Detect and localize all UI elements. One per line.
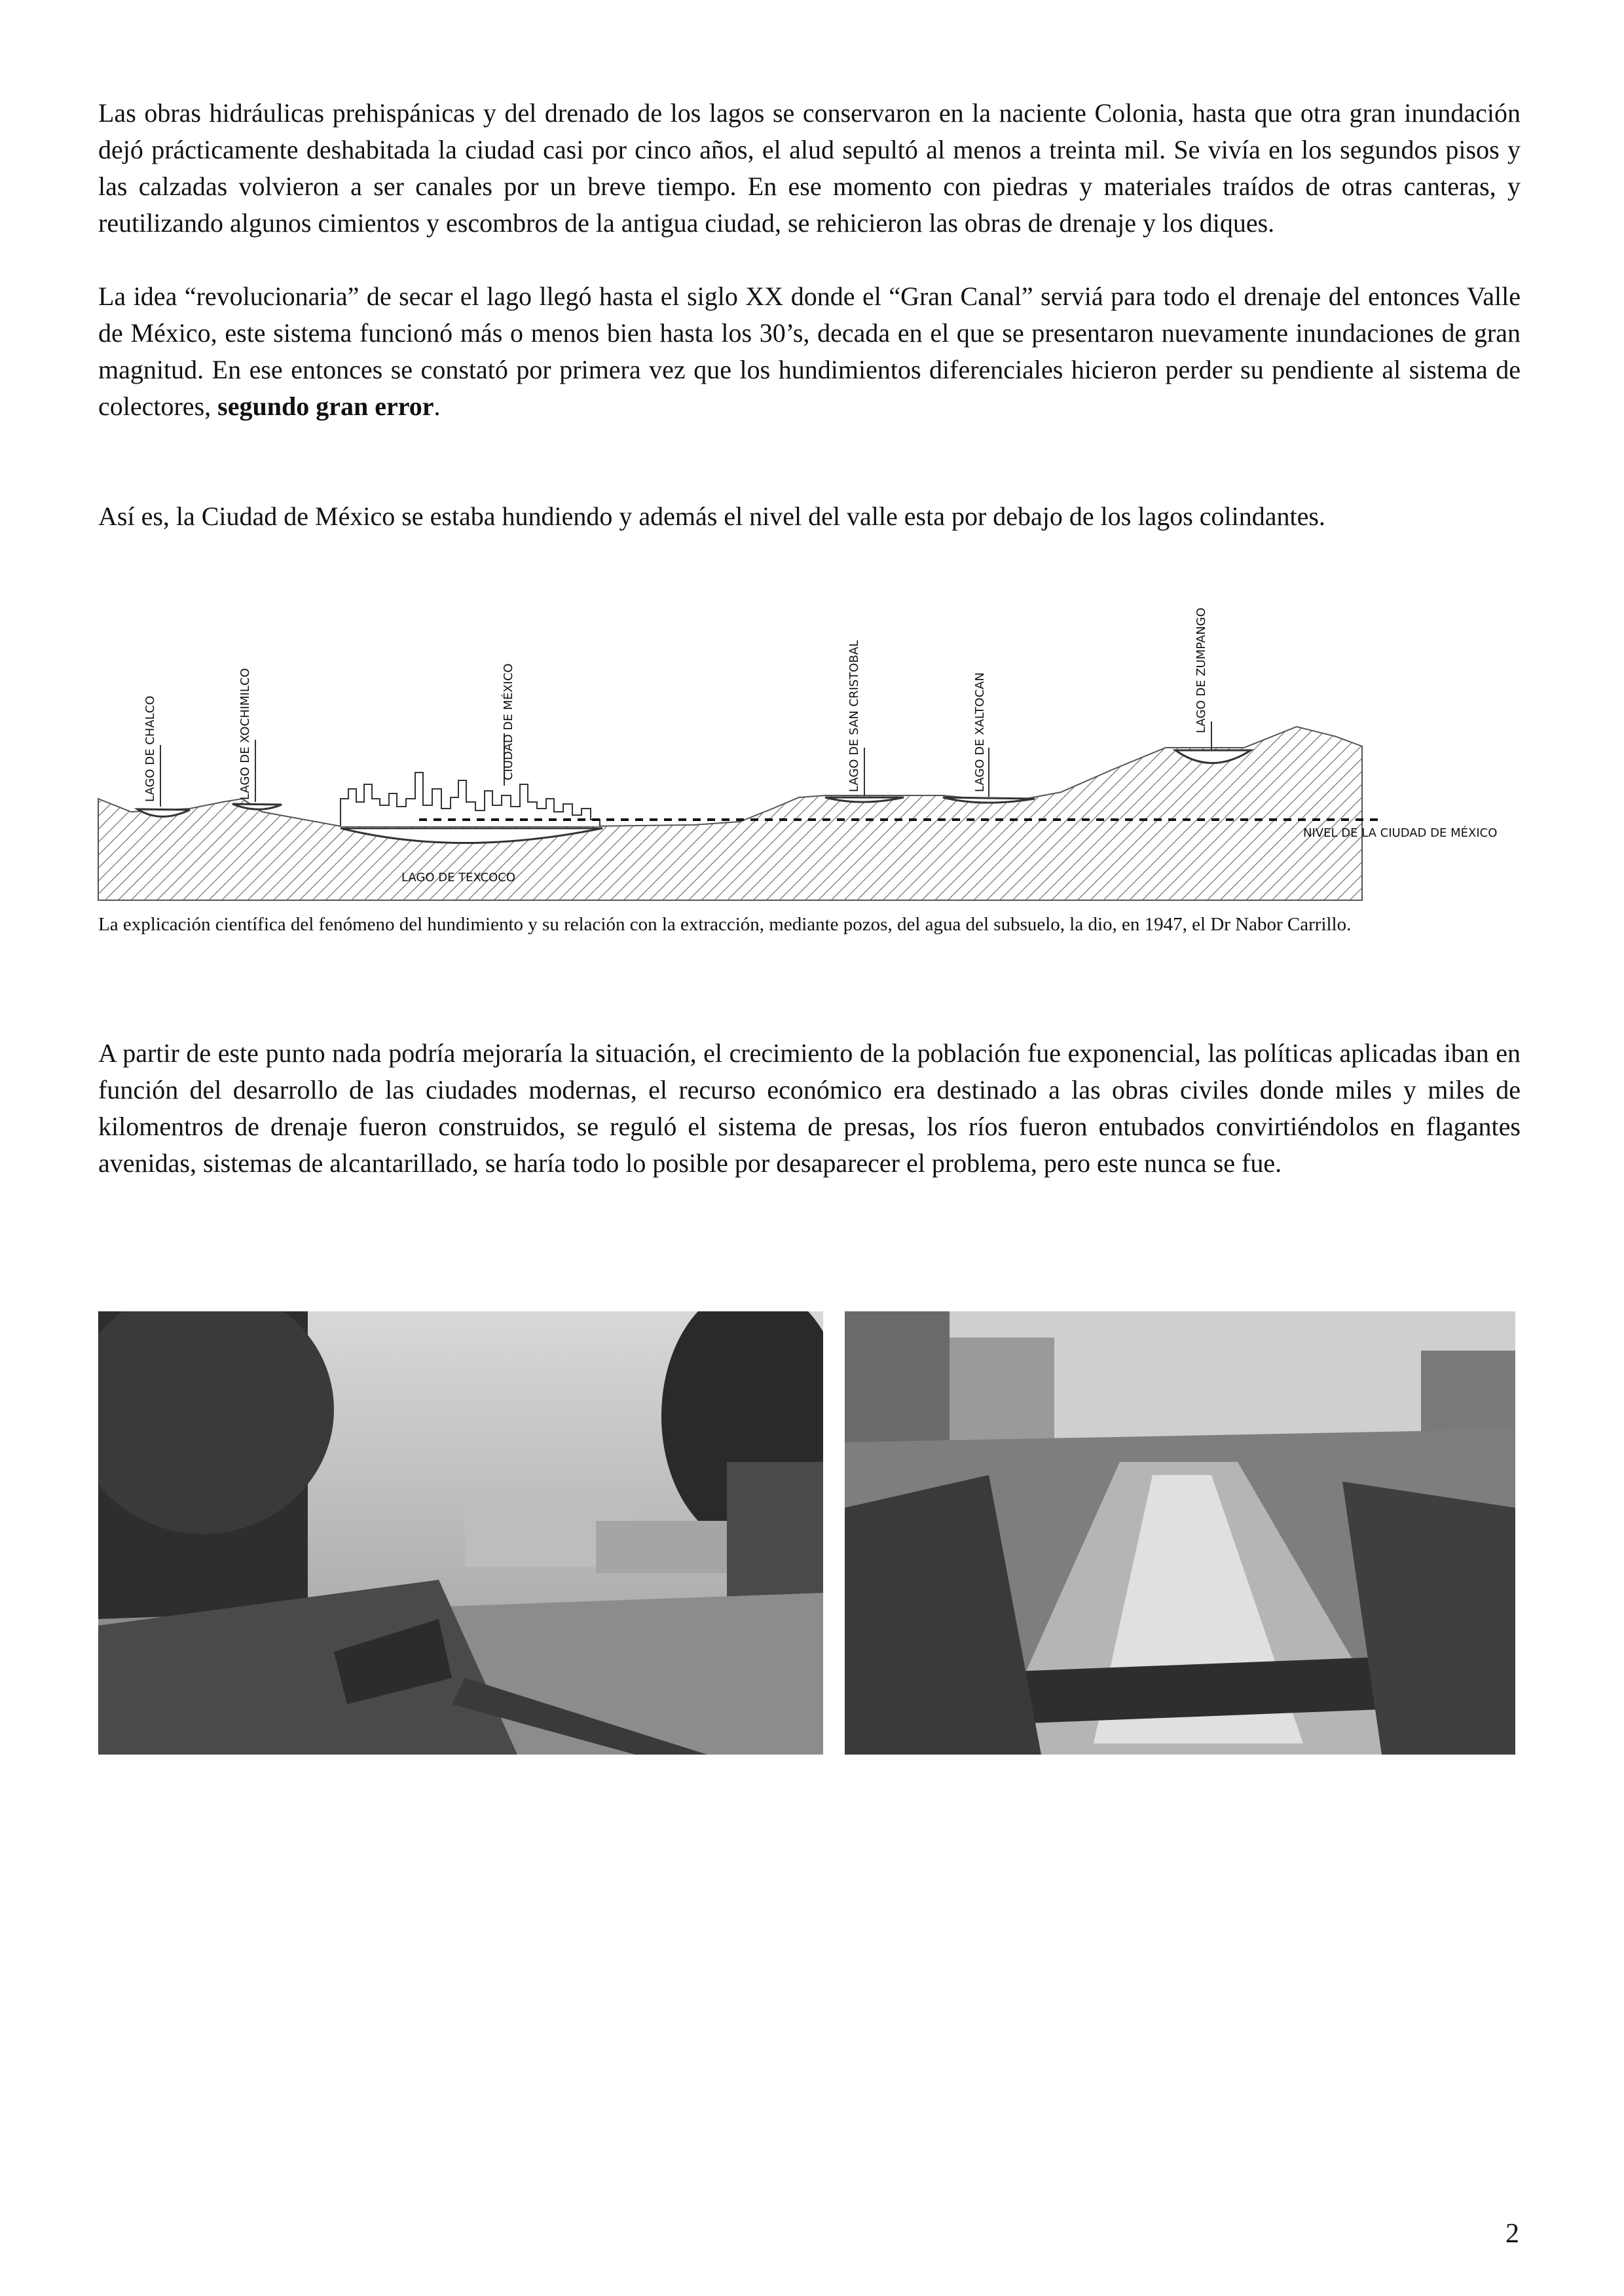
lake-profile-diagram	[92, 576, 1532, 903]
paragraph-city-sinking: Así es, la Ciudad de México se estaba hundiendo y además el nivel del valle esta por debajo de los lagos colindantes.	[98, 501, 1325, 531]
city-skyline	[341, 773, 600, 826]
figure-caption: La explicación científica del fenómeno del hundimiento y su relación con la extracción, mediante pozos, del agua del subsuelo, la dio, en 1947, el Dr Nabor Carrillo.	[98, 914, 1352, 935]
label-lago-xochimilco: LAGO DE XOCHIMILCO	[238, 668, 252, 800]
paragraph-gran-canal-text: La idea “revolucionaria” de secar el lago llegó hasta el siglo XX donde el “Gran Canal” serviá para todo el drenaje del entonces Valle de México, este sistema funcionó más o menos bien hasta los 30’s, decada en el que se presentaron nuevamente inundaciones de gran magnitud. En ese entonces se constató por primera vez que los hundimientos diferenciales hicieron perder su pendiente al sistema de colectores,	[98, 282, 1521, 421]
paragraph-modern-drainage: A partir de este punto nada podría mejoraría la situación, el crecimiento de la población fue exponencial, las políticas aplicadas iban en función del desarrollo de las ciudades modernas, el recurso económico era destinado a las obras civiles donde miles y miles de kilomentros de drenaje fueron construidos, se reguló el sistema de presas, los ríos fueron entubados convirtiéndolos en flagantes avenidas, sistemas de alcantarillado, se haría todo lo posible por desaparecer el problema, pero este nunca se fue.	[98, 1038, 1521, 1178]
label-lago-chalco: LAGO DE CHALCO	[143, 695, 157, 802]
photo-canal-boats	[98, 1311, 823, 1755]
label-lago-xaltocan: LAGO DE XALTOCAN	[973, 672, 987, 792]
label-lago-texcoco: LAGO DE TEXCOCO	[401, 871, 516, 884]
paragraph-gran-canal-bold: segundo gran error	[217, 392, 434, 421]
label-lago-zumpango: LAGO DE ZUMPANGO	[1194, 608, 1208, 733]
label-lago-san-cristobal: LAGO DE SAN CRISTOBAL	[847, 640, 861, 792]
page-number: 2	[1505, 2219, 1519, 2249]
photo-drainage-construction	[845, 1311, 1515, 1755]
label-ciudad-de-mexico: CIUDAD DE MÉXICO	[502, 663, 515, 780]
paragraph-gran-canal-end: .	[434, 392, 441, 421]
terrain-hatch	[98, 727, 1362, 900]
paragraph-colonial-flood: Las obras hidráulicas prehispánicas y del drenado de los lagos se conservaron en la naciente Colonia, hasta que otra gran inundación dejó prácticamente deshabitada la ciudad casi por cinco años, el alud sepultó al menos a treinta mil. Se vivía en los segundos pisos y las calzadas volvieron a ser canales por un breve tiempo. En ese momento con piedras y materiales traídos de otras canteras, y reutilizando algunos cimientos y escombros de la antigua ciudad, se rehicieron las obras de drenaje y los diques.	[98, 98, 1521, 238]
paragraph-gran-canal	[98, 278, 1521, 425]
label-nivel-ciudad: NIVEL DE LA CIUDAD DE MÉXICO	[1303, 826, 1498, 840]
